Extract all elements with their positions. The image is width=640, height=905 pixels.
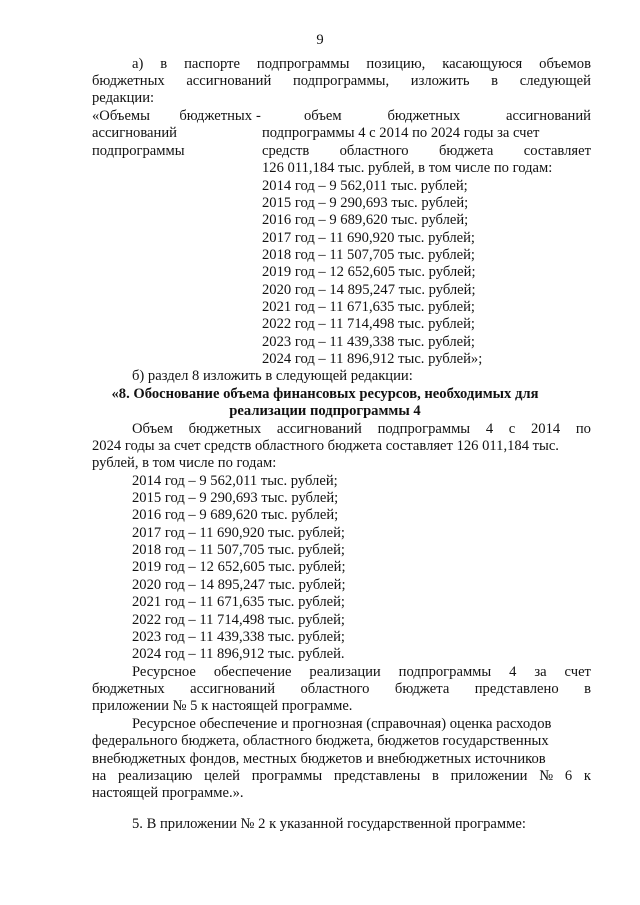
word: подпрограммы	[377, 421, 471, 437]
section8-p2-line-3: приложении № 5 к настоящей программе.	[92, 698, 353, 714]
word: в	[491, 73, 499, 89]
word: подпрограммы	[398, 664, 492, 680]
year-item: 2017 год – 11 690,920 тыс. рублей;	[132, 525, 345, 541]
word: а)	[132, 56, 144, 72]
word: ассигнований	[506, 108, 591, 124]
word: за	[534, 664, 547, 680]
year-item: 2022 год – 11 714,498 тыс. рублей;	[132, 612, 345, 628]
item-5-line: 5. В приложении № 2 к указанной государственной программе:	[132, 816, 526, 832]
section8-heading-line-1: «8. Обоснование объема финансовых ресурсов, необходимых для	[111, 386, 539, 402]
word: ассигнований	[276, 421, 362, 437]
section8-p3-line-2: федерального бюджета, областного бюджета, бюджетов государственных	[92, 733, 549, 749]
year-item: 2018 год – 11 507,705 тыс. рублей;	[262, 247, 475, 263]
passport-value-line-3	[262, 143, 591, 160]
word: подпрограммы,	[292, 73, 390, 89]
word: областного	[300, 681, 370, 697]
item-b-line: б) раздел 8 изложить в следующей редакции:	[132, 368, 413, 384]
year-item: 2023 год – 11 439,338 тыс. рублей;	[132, 629, 345, 645]
year-item: 2018 год – 11 507,705 тыс. рублей;	[132, 542, 345, 558]
item-a-line-3: редакции:	[92, 90, 155, 106]
word: представлены	[333, 768, 421, 784]
word: паспорте	[184, 56, 240, 72]
word: в	[160, 56, 168, 72]
year-item: 2015 год – 9 290,693 тыс. рублей;	[262, 195, 469, 211]
word: бюджетных	[92, 73, 165, 89]
section8-p3-line-3: внебюджетных фондов, местных бюджетов и внебюджетных источников	[92, 751, 546, 767]
year-item: 2021 год – 11 671,635 тыс. рублей;	[262, 299, 475, 315]
page-number: 9	[316, 32, 324, 48]
passport-label-line-3: подпрограммы	[92, 143, 185, 159]
item-a-line-2	[92, 73, 591, 90]
word: ассигнований	[186, 73, 272, 89]
section8-heading-line-2: реализации подпрограммы 4	[229, 403, 421, 419]
word: 2014	[530, 421, 561, 437]
year-item: 2020 год – 14 895,247 тыс. рублей;	[262, 282, 476, 298]
word: счет	[564, 664, 591, 680]
year-item: 2016 год – 9 689,620 тыс. рублей;	[262, 212, 469, 228]
word: 6	[564, 768, 573, 784]
word: бюджетных	[179, 108, 252, 124]
word: областного	[339, 143, 409, 159]
word: позицию,	[366, 56, 426, 72]
word: объемов	[539, 56, 591, 72]
year-item: 2015 год – 9 290,693 тыс. рублей;	[132, 490, 339, 506]
year-item: 2016 год – 9 689,620 тыс. рублей;	[132, 507, 339, 523]
section8-p1-line-1	[132, 421, 591, 438]
section8-p1-line-2: 2024 годы за счет средств областного бюджета составляет 126 011,184 тыс.	[92, 438, 559, 454]
word: обеспечение	[213, 664, 292, 680]
year-item: 2020 год – 14 895,247 тыс. рублей;	[132, 577, 346, 593]
word: Объем	[132, 421, 173, 437]
word: представлено	[474, 681, 559, 697]
word: в	[584, 681, 591, 697]
word: объем	[304, 108, 342, 124]
word: программы	[251, 768, 323, 784]
passport-dash: -	[256, 108, 261, 124]
section8-p2-line-2	[92, 681, 591, 698]
word: составляет	[523, 143, 591, 159]
word: бюджетных	[387, 108, 461, 124]
section8-p3-line-1: Ресурсное обеспечение и прогнозная (справочная) оценка расходов	[132, 716, 552, 732]
word: следующей	[519, 73, 591, 89]
word: в	[431, 768, 439, 784]
passport-label-line-1	[92, 108, 252, 125]
word: подпрограммы	[256, 56, 350, 72]
year-item: 2021 год – 11 671,635 тыс. рублей;	[132, 594, 345, 610]
word: 4	[509, 664, 517, 680]
word: реализацию	[118, 768, 193, 784]
word: к	[583, 768, 591, 784]
word: целей	[204, 768, 240, 784]
year-item: 2014 год – 9 562,011 тыс. рублей;	[262, 178, 468, 194]
year-item: 2022 год – 11 714,498 тыс. рублей;	[262, 316, 475, 332]
word: изложить	[410, 73, 470, 89]
word: средств	[262, 143, 310, 159]
section8-p3-line-5: настоящей программе.».	[92, 785, 244, 801]
year-item: 2019 год – 12 652,605 тыс. рублей;	[262, 264, 476, 280]
passport-label-line-2: ассигнований	[92, 125, 177, 141]
word: ассигнований	[190, 681, 276, 697]
item-a-line-1	[132, 56, 591, 73]
word: на	[92, 768, 107, 784]
word: 4	[485, 421, 494, 437]
year-item: 2017 год – 11 690,920 тыс. рублей;	[262, 230, 475, 246]
word: реализации	[309, 664, 381, 680]
passport-value-line-2: подпрограммы 4 с 2014 по 2024 годы за счет	[262, 125, 540, 141]
word: бюджетных	[92, 681, 165, 697]
year-item: 2014 год – 9 562,011 тыс. рублей;	[132, 473, 338, 489]
word: бюджетных	[188, 421, 262, 437]
section8-p2-line-1	[132, 664, 591, 681]
word: касающуюся	[442, 56, 523, 72]
year-item: 2024 год – 11 896,912 тыс. рублей»;	[262, 351, 483, 367]
word: по	[575, 421, 591, 437]
word: «Объемы	[92, 108, 150, 124]
word: бюджета	[438, 143, 494, 159]
passport-value-line-1	[304, 108, 591, 125]
year-item: 2023 год – 11 439,338 тыс. рублей;	[262, 334, 475, 350]
word: Ресурсное	[132, 664, 196, 680]
year-item: 2019 год – 12 652,605 тыс. рублей;	[132, 559, 346, 575]
word: приложении	[450, 768, 528, 784]
year-item: 2024 год – 11 896,912 тыс. рублей.	[132, 646, 345, 662]
word: №	[539, 768, 554, 784]
passport-value-line-4: 126 011,184 тыс. рублей, в том числе по годам:	[262, 160, 553, 176]
word: бюджета	[394, 681, 450, 697]
section8-p3-line-4	[92, 768, 591, 785]
section8-p1-line-3: рублей, в том числе по годам:	[92, 455, 277, 471]
word: с	[508, 421, 516, 437]
